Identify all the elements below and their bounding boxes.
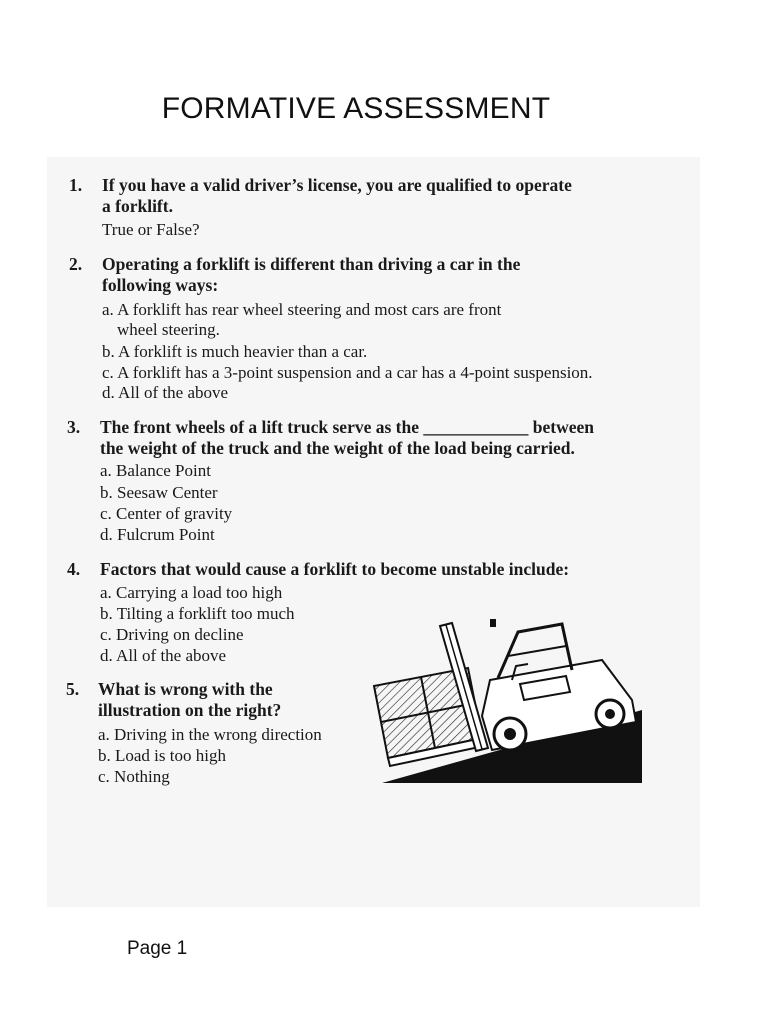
page-number: Page 1 bbox=[127, 938, 188, 959]
page-title: FORMATIVE ASSESSMENT bbox=[161, 92, 551, 125]
answer-option: b. Seesaw Center bbox=[100, 483, 218, 502]
answer-option: a. Driving in the wrong direction bbox=[98, 725, 322, 744]
answer-option: c. Nothing bbox=[98, 767, 170, 786]
answer-option: d. All of the above bbox=[100, 646, 227, 665]
forklift-incline-illustration bbox=[370, 618, 645, 784]
answer-option: b. A forklift is much heavier than a car. bbox=[102, 342, 368, 361]
answer-option: d. Fulcrum Point bbox=[100, 525, 215, 544]
answer-option: b. Load is too high bbox=[98, 746, 226, 765]
question-number: 4. bbox=[67, 559, 81, 579]
answer-option: c. Center of gravity bbox=[100, 504, 233, 523]
question-text-line: the weight of the truck and the weight of the load being carried. bbox=[100, 438, 575, 458]
question-text-line: Operating a forklift is different than driving a car in the bbox=[102, 254, 521, 274]
question-text-line: illustration on the right? bbox=[98, 700, 282, 720]
answer-option: True or False? bbox=[102, 220, 200, 239]
answer-option: a. A forklift has rear wheel steering and most cars are front bbox=[102, 300, 502, 319]
question-number: 2. bbox=[69, 254, 83, 274]
question-text-line: following ways: bbox=[102, 275, 219, 295]
question-text-line: If you have a valid driver’s license, you are qualified to operate bbox=[102, 175, 572, 195]
question-text-line: a forklift. bbox=[102, 196, 173, 216]
answer-option: a. Carrying a load too high bbox=[100, 583, 283, 602]
answer-option: wheel steering. bbox=[117, 320, 220, 339]
question-text-line: Factors that would cause a forklift to become unstable include: bbox=[100, 559, 570, 579]
question-number: 5. bbox=[66, 679, 80, 699]
answer-option: d. All of the above bbox=[102, 383, 229, 402]
question-text-line: The front wheels of a lift truck serve as the ____________ between bbox=[100, 417, 594, 437]
question-number: 3. bbox=[67, 417, 81, 437]
answer-option: b. Tilting a forklift too much bbox=[100, 604, 295, 623]
answer-option: a. Balance Point bbox=[100, 461, 211, 480]
question-text-line: What is wrong with the bbox=[98, 679, 273, 699]
answer-option: c. Driving on decline bbox=[100, 625, 244, 644]
answer-option: c. A forklift has a 3-point suspension and a car has a 4-point suspension. bbox=[102, 363, 593, 382]
question-number: 1. bbox=[69, 175, 83, 195]
